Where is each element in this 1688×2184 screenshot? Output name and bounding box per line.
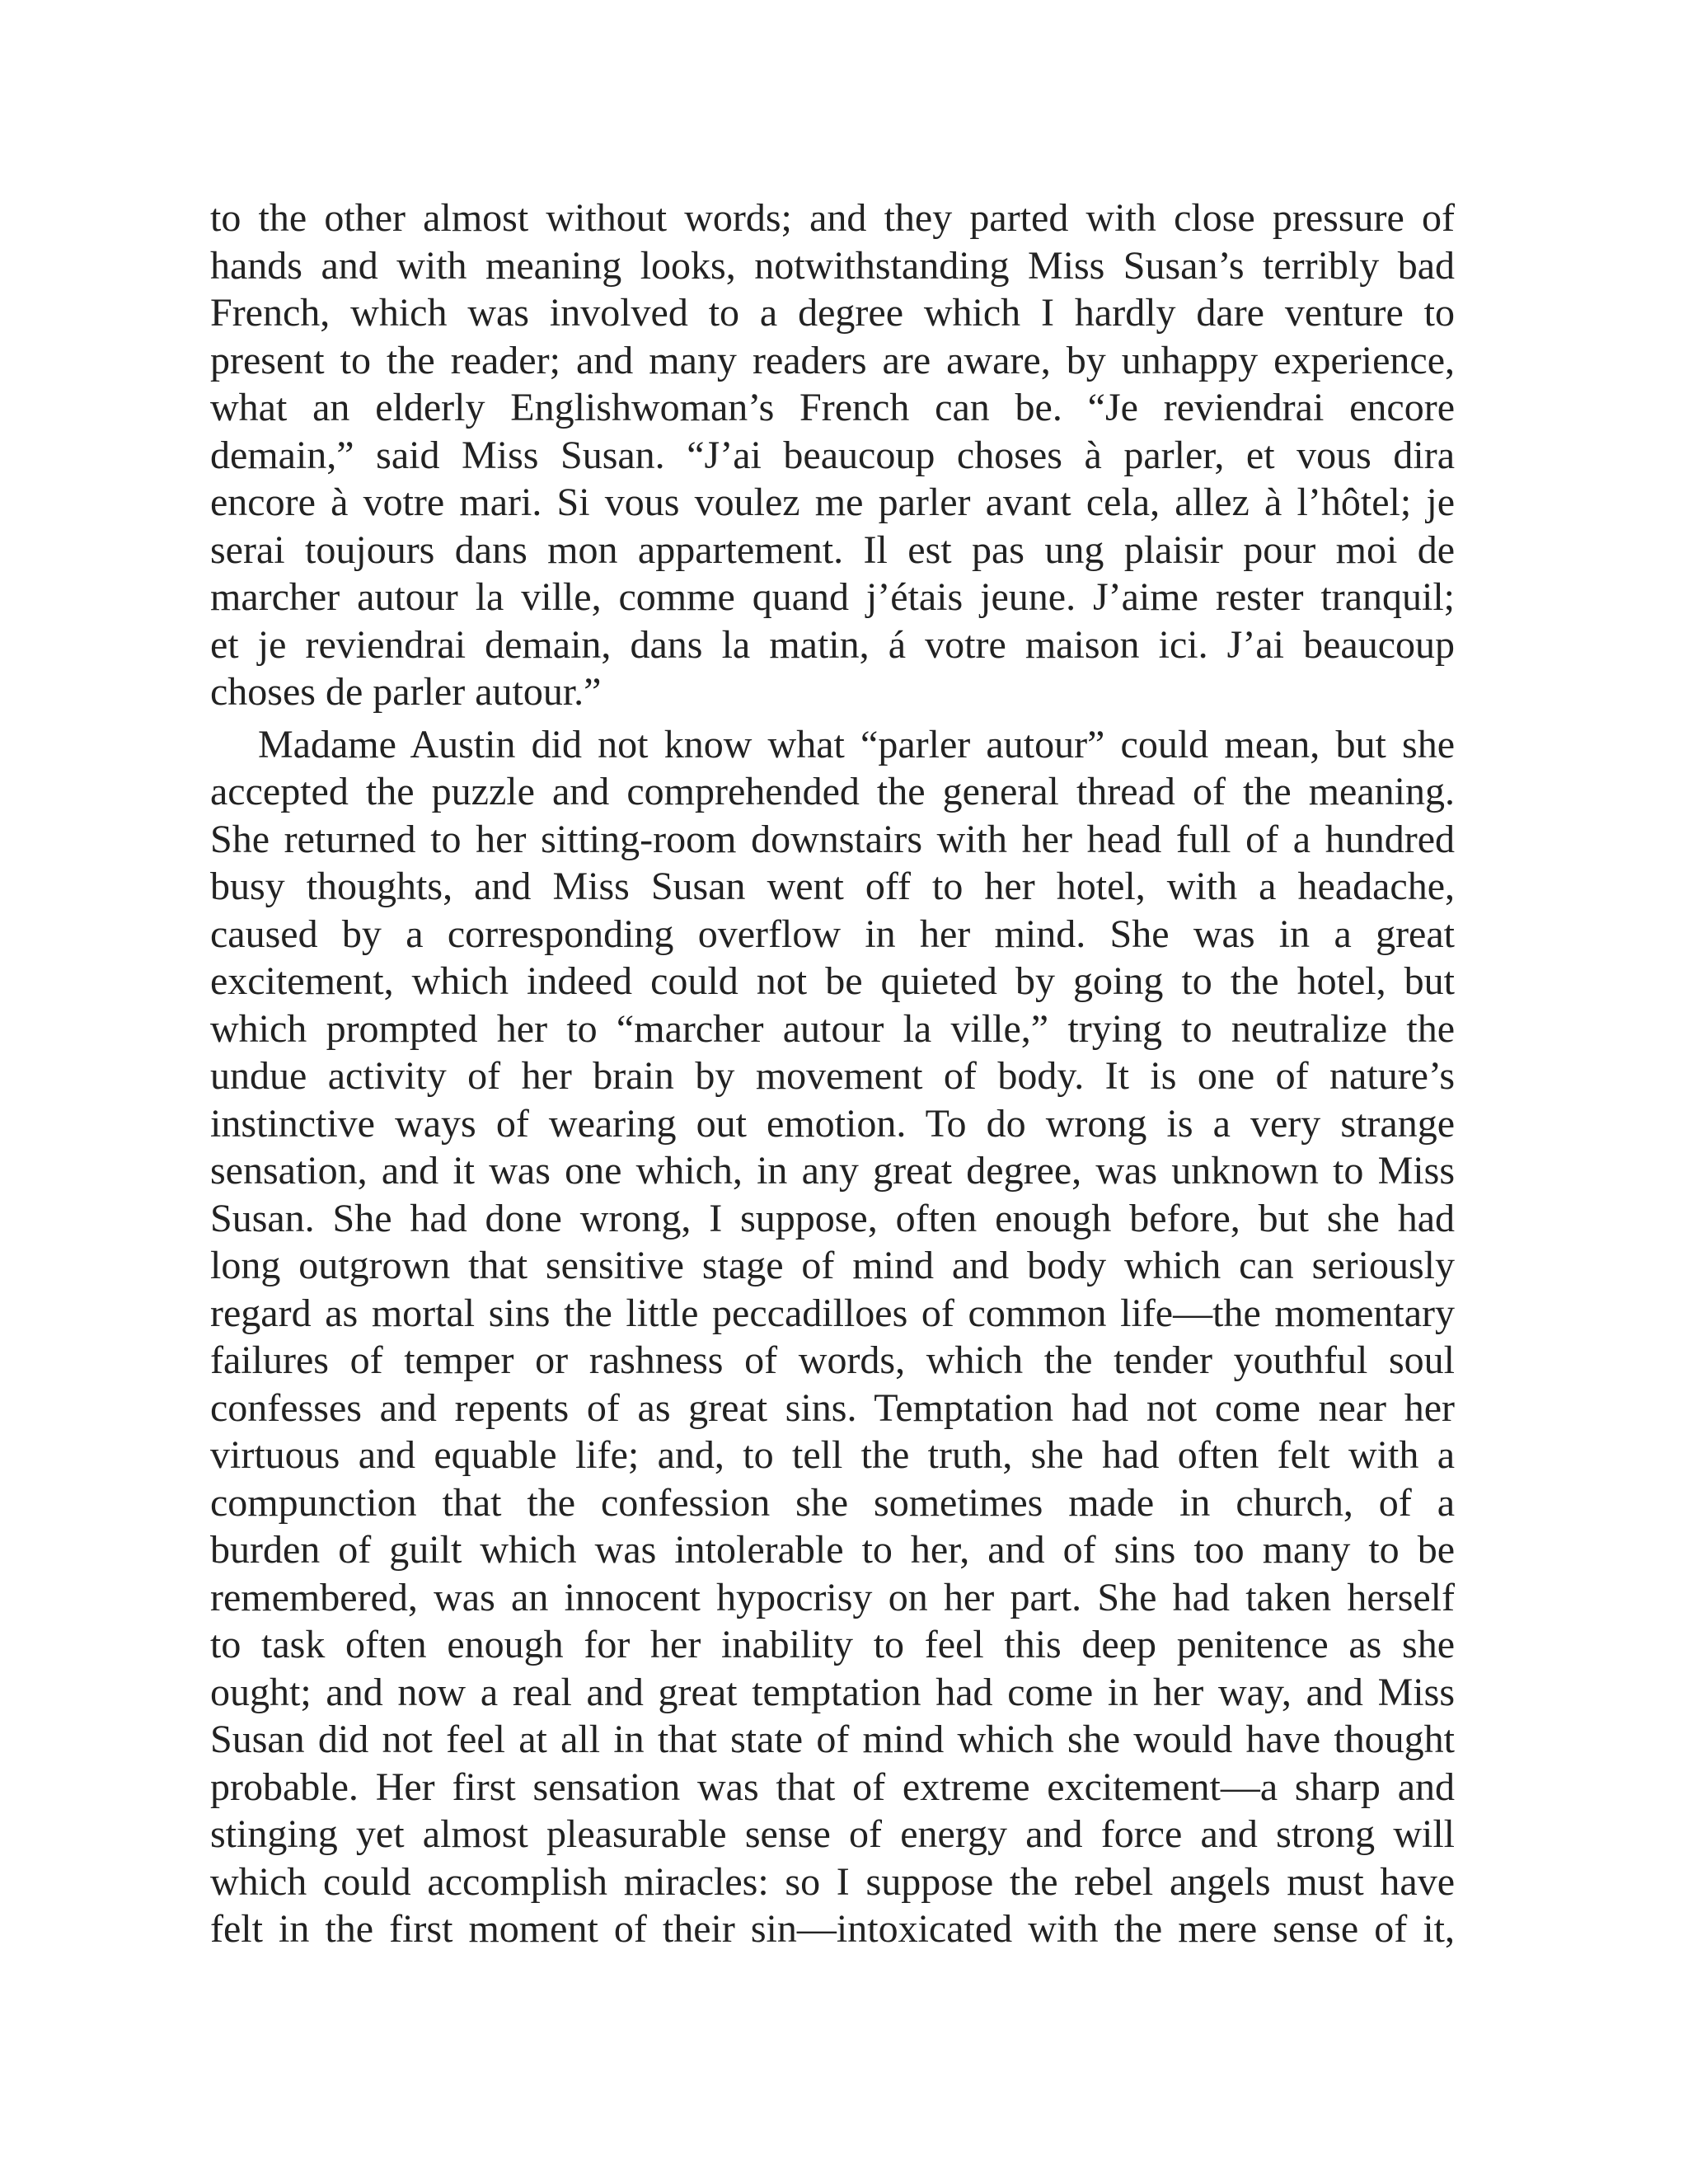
text-line: sensation, and it was one which, in any great degree, was unknown to Miss — [210, 1149, 1455, 1193]
text-line: virtuous and equable life; and, to tell the truth, she had often felt with a — [210, 1433, 1455, 1477]
text-line: busy thoughts, and Miss Susan went off to her hotel, with a headache, — [210, 865, 1455, 908]
text-line: et je reviendrai demain, dans la matin, á votre maison ici. J’ai beaucoup — [210, 622, 1455, 667]
text-line: marcher autour la ville, comme quand j’étais jeune. J’aime rester tranquil; — [210, 575, 1455, 619]
text-line: what an elderly Englishwoman’s French can be. “Je reviendrai encore — [210, 386, 1455, 429]
text-line: which prompted her to “marcher autour la ville,” trying to neutralize the — [210, 1006, 1455, 1051]
text-line: encore à votre mari. Si vous voulez me parler avant cela, allez à l’hôtel; je — [210, 480, 1455, 524]
text-line: which could accomplish miracles: so I suppose the rebel angels must have — [210, 1859, 1455, 1904]
text-line: serai toujours dans mon appartement. Il est pas ung plaisir pour moi de — [210, 527, 1455, 572]
text-line: ought; and now a real and great temptation had come in her way, and Miss — [210, 1670, 1455, 1714]
text-line: Susan. She had done wrong, I suppose, often enough before, but she had — [210, 1196, 1455, 1240]
text-line: choses de parler autour.” — [210, 670, 602, 714]
text-line: She returned to her sitting-room downstairs with her head full of a hundred — [210, 817, 1455, 861]
text-line: compunction that the confession she sometimes made in church, of a — [210, 1480, 1455, 1525]
text-line: felt in the first moment of their sin—intoxicated with the mere sense of it, — [210, 1907, 1455, 1951]
text-line: remembered, was an innocent hypocrisy on her part. She had taken herself — [210, 1575, 1455, 1619]
page-body — [210, 194, 1455, 1953]
text-line: failures of temper or rashness of words, which the tender youthful soul — [210, 1338, 1455, 1382]
paragraph — [210, 194, 1455, 716]
text-line: regard as mortal sins the little peccadilloes of common life—the momentary — [210, 1291, 1455, 1335]
text-line: excitement, which indeed could not be quieted by going to the hotel, but — [210, 959, 1455, 1003]
text-line: burden of guilt which was intolerable to her, and of sins too many to be — [210, 1528, 1455, 1572]
text-line: instinctive ways of wearing out emotion. To do wrong is a very strange — [210, 1101, 1455, 1146]
text-line: present to the reader; and many readers are aware, by unhappy experience, — [210, 338, 1455, 382]
text-line: French, which was involved to a degree which I hardly dare venture to — [210, 291, 1455, 335]
text-line: to the other almost without words; and they parted with close pressure of — [210, 196, 1455, 240]
text-line: hands and with meaning looks, notwithstanding Miss Susan’s terribly bad — [210, 243, 1455, 288]
text-line: stinging yet almost pleasurable sense of energy and force and strong will — [210, 1812, 1455, 1856]
text-line: probable. Her first sensation was that of extreme excitement—a sharp and — [210, 1765, 1455, 1809]
text-line: demain,” said Miss Susan. “J’ai beaucoup choses à parler, et vous dira — [210, 433, 1455, 477]
text-line: undue activity of her brain by movement of body. It is one of nature’s — [210, 1054, 1455, 1098]
text-line: confesses and repents of as great sins. Temptation had not come near her — [210, 1385, 1455, 1430]
text-line: long outgrown that sensitive stage of mind and body which can seriously — [210, 1244, 1455, 1287]
text-line: accepted the puzzle and comprehended the general thread of the meaning. — [210, 770, 1455, 813]
paragraph — [210, 721, 1455, 1953]
text-line: to task often enough for her inability to feel this deep penitence as she — [210, 1623, 1455, 1666]
text-line: Susan did not feel at all in that state of mind which she would have thought — [210, 1718, 1455, 1761]
text-line: Madame Austin did not know what “parler autour” could mean, but she — [258, 722, 1455, 766]
document-text — [210, 194, 1455, 1953]
text-line: caused by a corresponding overflow in her mind. She was in a great — [210, 912, 1455, 956]
